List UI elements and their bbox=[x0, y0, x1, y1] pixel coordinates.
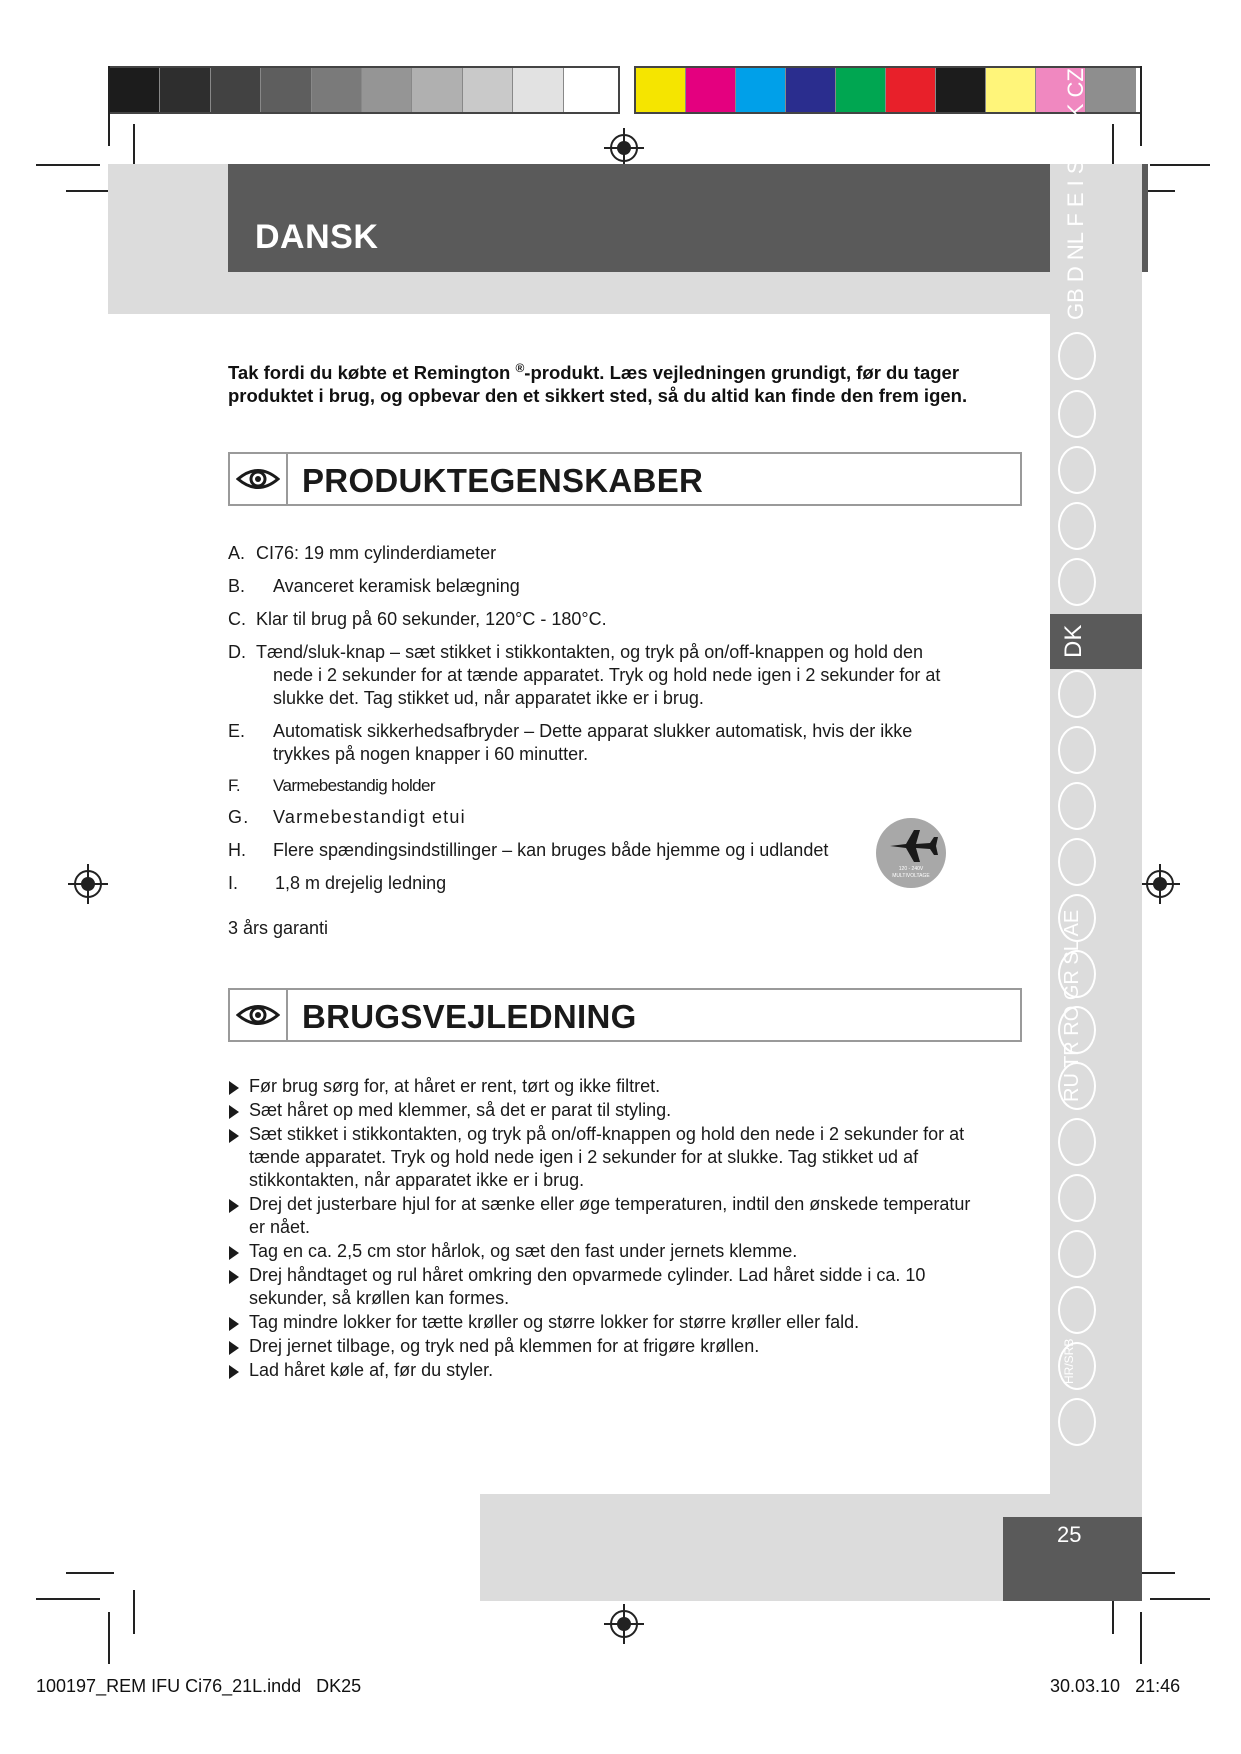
color-swatch bbox=[636, 68, 686, 112]
color-swatch bbox=[110, 68, 160, 112]
intro-text: -produkt. Læs vejledningen grundigt, før du tager produktet i brug, og opbevar den et sikkert sted, så du altid kan finde den frem igen. bbox=[228, 362, 968, 407]
feature-letter: G. bbox=[228, 807, 250, 827]
usage-step bbox=[228, 1240, 988, 1263]
color-swatch bbox=[686, 68, 736, 112]
registration-mark-icon bbox=[1140, 864, 1180, 904]
feature-text: Flere spændingsindstillinger – kan bruges både hjemme og i udlandet bbox=[273, 840, 829, 860]
airplane-icon bbox=[876, 822, 946, 872]
crop-mark bbox=[133, 1590, 135, 1634]
color-swatch bbox=[736, 68, 786, 112]
bullet-arrow-icon bbox=[229, 1105, 239, 1119]
bullet-arrow-icon bbox=[229, 1081, 239, 1095]
usage-step bbox=[228, 1264, 988, 1310]
feature-letter: E. bbox=[228, 721, 246, 741]
feature-item bbox=[228, 608, 968, 631]
language-codes-bottom: HR/SRB bbox=[1062, 1338, 1076, 1384]
language-circle bbox=[1058, 1398, 1096, 1446]
color-swatch bbox=[564, 68, 614, 112]
crop-mark bbox=[1140, 1612, 1142, 1664]
crop-mark bbox=[108, 66, 110, 146]
color-swatch bbox=[362, 68, 412, 112]
language-circle bbox=[1058, 1174, 1096, 1222]
usage-text: Sæt stikket i stikkontakten, og tryk på on/off-knappen og hold den nede i 2 sekunder for at tænde apparatet. Tryk og hold nede igen i 2 sekunder for at slukke. Tag stikket ud af stikkontakten, når apparatet ikke er i brug. bbox=[249, 1124, 965, 1190]
bullet-arrow-icon bbox=[229, 1270, 239, 1284]
color-swatch bbox=[836, 68, 886, 112]
language-circle bbox=[1058, 838, 1096, 886]
feature-text: Klar til brug på 60 sekunder, 120°C - 180°C. bbox=[256, 609, 607, 629]
bullet-arrow-icon bbox=[229, 1129, 239, 1143]
bullet-arrow-icon bbox=[229, 1199, 239, 1213]
feature-item bbox=[228, 806, 968, 829]
crop-mark bbox=[108, 1612, 110, 1664]
registration-mark-icon bbox=[604, 128, 644, 168]
usage-text: Drej det justerbare hjul for at sænke eller øge temperaturen, indtil den ønskede temperatur er nået. bbox=[249, 1194, 971, 1237]
crop-mark bbox=[1150, 1598, 1210, 1600]
language-circle bbox=[1058, 670, 1096, 718]
usage-text: Før brug sørg for, at håret er rent, tørt og ikke filtret. bbox=[249, 1076, 661, 1096]
feature-letter: C. bbox=[228, 609, 246, 629]
gray-swatch-strip bbox=[108, 66, 620, 114]
color-swatch bbox=[986, 68, 1036, 112]
feature-text: Automatisk sikkerhedsafbryder – Dette apparat slukker automatisk, hvis der ikke trykkes på nogen knapper i 60 minutter. bbox=[273, 721, 913, 764]
multivoltage-badge bbox=[876, 818, 946, 888]
usage-step bbox=[228, 1075, 988, 1098]
usage-text: Drej jernet tilbage, og tryk ned på klemmen for at frigøre krøllen. bbox=[249, 1336, 760, 1356]
usage-title: BRUGSVEJLEDNING bbox=[302, 998, 637, 1035]
usage-list bbox=[228, 1075, 988, 1383]
usage-step bbox=[228, 1123, 988, 1192]
badge-voltage: 120 - 240V bbox=[898, 866, 924, 872]
color-swatch bbox=[1086, 68, 1136, 112]
usage-text: Drej håndtaget og rul håret omkring den opvarmede cylinder. Lad håret sidde i ca. 10 sekunder, så krøllen kan formes. bbox=[249, 1265, 926, 1308]
usage-step bbox=[228, 1335, 988, 1358]
color-swatch bbox=[886, 68, 936, 112]
feature-text: Varmebestandig holder bbox=[273, 776, 435, 795]
section-icon-cell bbox=[230, 990, 288, 1040]
warranty-note: 3 års garanti bbox=[228, 918, 329, 938]
language-circle bbox=[1058, 332, 1096, 380]
usage-text: Tag en ca. 2,5 cm stor hårlok, og sæt den fast under jernets klemme. bbox=[249, 1241, 798, 1261]
usage-step bbox=[228, 1359, 988, 1382]
color-swatch bbox=[160, 68, 210, 112]
feature-text: Tænd/sluk-knap – sæt stikket i stikkontakten, og tryk på on/off-knappen og hold den nede i 2 sekunder for at tænde apparatet. Tryk og hold nede igen i 2 sekunder for at slukke det. Tag stikket ud, når apparatet ikke er i brug. bbox=[256, 642, 941, 708]
color-swatch bbox=[463, 68, 513, 112]
usage-step bbox=[228, 1193, 988, 1239]
page-number: 25 bbox=[1057, 1522, 1082, 1547]
color-swatch bbox=[936, 68, 986, 112]
language-circle bbox=[1058, 558, 1096, 606]
registered-mark: ® bbox=[515, 361, 525, 375]
feature-text: Avanceret keramisk belægning bbox=[273, 576, 520, 596]
language-circle bbox=[1058, 1118, 1096, 1166]
crop-mark bbox=[1150, 164, 1210, 166]
feature-letter: D. bbox=[228, 642, 246, 662]
language-circle bbox=[1058, 390, 1096, 438]
feature-letter: I. bbox=[228, 873, 239, 893]
feature-letter: B. bbox=[228, 576, 246, 596]
usage-text: Tag mindre lokker for tætte krøller og større lokker for større krøller eller fald. bbox=[249, 1312, 860, 1332]
usage-text: Lad håret køle af, før du styler. bbox=[249, 1360, 494, 1380]
features-title: PRODUKTEGENSKABER bbox=[302, 462, 704, 499]
usage-step bbox=[228, 1099, 988, 1122]
usage-step bbox=[228, 1311, 988, 1334]
features-section-header bbox=[228, 452, 1022, 506]
feature-letter: H. bbox=[228, 840, 246, 860]
language-circle bbox=[1058, 1230, 1096, 1278]
intro-paragraph bbox=[228, 357, 988, 407]
color-swatch bbox=[211, 68, 261, 112]
feature-item bbox=[228, 839, 968, 862]
language-codes-top: GB D NL F E I S P SK CZ bbox=[1063, 68, 1088, 320]
feature-letter: A. bbox=[228, 543, 246, 563]
feature-text: CI76: 19 mm cylinderdiameter bbox=[256, 543, 497, 563]
page-title: DANSK bbox=[255, 218, 379, 256]
registration-mark-icon bbox=[68, 864, 108, 904]
bullet-arrow-icon bbox=[229, 1246, 239, 1260]
feature-item bbox=[228, 872, 968, 895]
feature-letter: F. bbox=[228, 776, 241, 795]
feature-item bbox=[228, 641, 968, 710]
crop-mark bbox=[36, 1598, 100, 1600]
bullet-arrow-icon bbox=[229, 1317, 239, 1331]
crop-mark bbox=[66, 1572, 114, 1574]
feature-text: 1,8 m drejelig ledning bbox=[275, 873, 447, 893]
feature-item bbox=[228, 774, 968, 797]
language-circle bbox=[1058, 726, 1096, 774]
crop-mark bbox=[66, 190, 114, 192]
badge-label: MULTIVOLTAGE bbox=[892, 873, 930, 879]
intro-text: Tak fordi du købte et Remington bbox=[228, 362, 516, 384]
feature-text: Varmebestandigt etui bbox=[273, 807, 466, 827]
feature-item bbox=[228, 575, 968, 598]
bullet-arrow-icon bbox=[229, 1341, 239, 1355]
color-swatch bbox=[786, 68, 836, 112]
footer-timestamp: 30.03.10 21:46 bbox=[1050, 1676, 1181, 1696]
usage-text: Sæt håret op med klemmer, så det er parat til styling. bbox=[249, 1100, 672, 1120]
feature-item bbox=[228, 720, 968, 766]
crop-mark bbox=[1140, 66, 1142, 146]
eye-icon bbox=[236, 1002, 280, 1028]
bullet-arrow-icon bbox=[229, 1365, 239, 1379]
language-codes-mid: RU TR RO GR SL AE bbox=[1061, 909, 1083, 1102]
language-circle bbox=[1058, 502, 1096, 550]
language-circle bbox=[1058, 1286, 1096, 1334]
color-swatch bbox=[312, 68, 362, 112]
usage-section-header bbox=[228, 988, 1022, 1042]
color-swatch bbox=[261, 68, 311, 112]
eye-icon bbox=[236, 466, 280, 492]
color-swatch bbox=[412, 68, 462, 112]
registration-mark-icon bbox=[604, 1604, 644, 1644]
feature-item bbox=[228, 542, 968, 565]
section-icon-cell bbox=[230, 454, 288, 504]
crop-mark bbox=[36, 164, 100, 166]
language-circle bbox=[1058, 782, 1096, 830]
footer-file-info: 100197_REM IFU Ci76_21L.indd DK25 bbox=[36, 1676, 362, 1696]
language-code-active: DK bbox=[1060, 624, 1087, 658]
language-circle bbox=[1058, 446, 1096, 494]
color-swatch bbox=[513, 68, 563, 112]
